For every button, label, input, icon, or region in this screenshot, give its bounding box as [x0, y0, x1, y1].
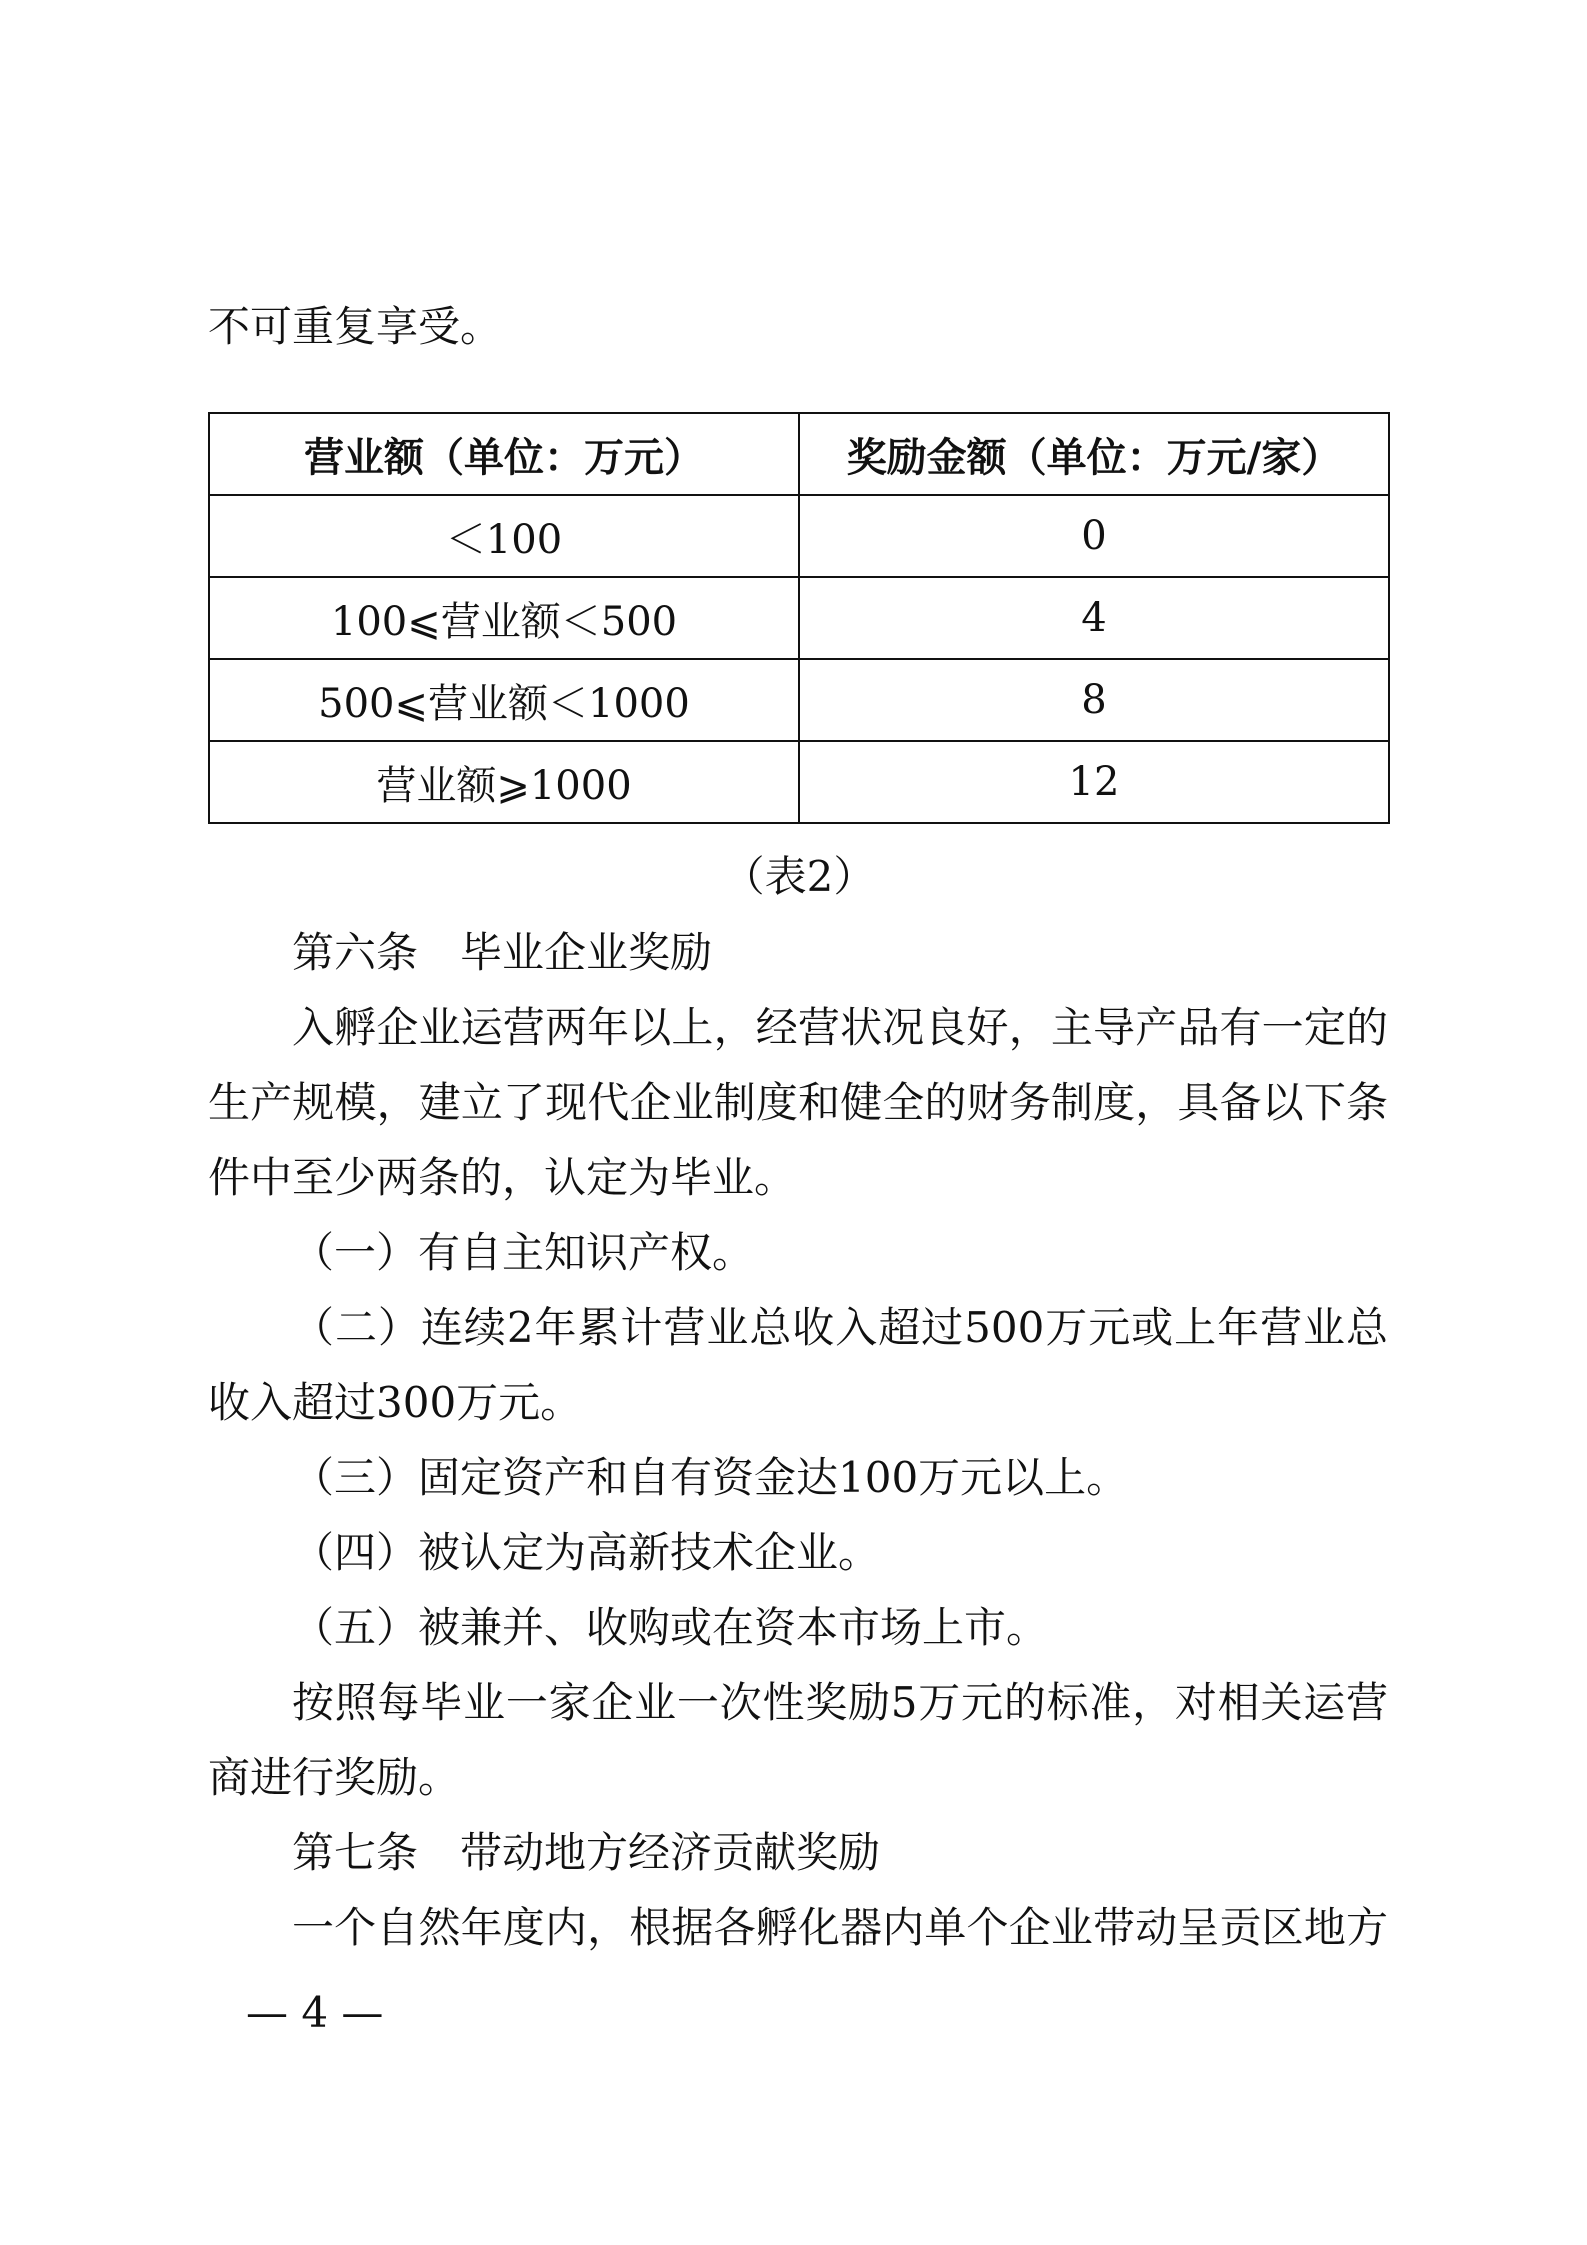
article7-para-line: 一个自然年度内，根据各孵化器内单个企业带动呈贡区地方	[292, 1903, 1388, 1952]
article6-reward-line: 按照每毕业一家企业一次性奖励5万元的标准，对相关运营	[292, 1678, 1388, 1727]
table-row	[209, 741, 1389, 823]
table-header-reward: 奖励金额（单位：万元/家）	[799, 413, 1389, 495]
table-cell-reward: 8	[799, 659, 1389, 741]
article6-heading: 第六条 毕业企业奖励	[292, 928, 713, 977]
table-cell-reward: 4	[799, 577, 1389, 659]
table-cell-revenue: 500⩽营业额＜1000	[209, 659, 799, 741]
article6-item-3: （三）固定资产和自有资金达100万元以上。	[292, 1453, 1129, 1502]
article7-heading: 第七条 带动地方经济贡献奖励	[292, 1828, 881, 1877]
table-row	[209, 495, 1389, 577]
table-cell-revenue: ＜100	[209, 495, 799, 577]
table-cell-revenue: 100⩽营业额＜500	[209, 577, 799, 659]
table-row	[209, 577, 1389, 659]
article6-para-line: 件中至少两条的，认定为毕业。	[208, 1153, 797, 1202]
article6-item-2-line: 收入超过300万元。	[208, 1378, 583, 1427]
table-header-revenue: 营业额（单位：万元）	[209, 413, 799, 495]
article6-item-4: （四）被认定为高新技术企业。	[292, 1528, 881, 1577]
table-cell-revenue: 营业额⩾1000	[209, 741, 799, 823]
page-number: — 4 —	[246, 1988, 384, 2037]
article6-item-5: （五）被兼并、收购或在资本市场上市。	[292, 1603, 1049, 1652]
table-caption: （表2）	[722, 852, 876, 901]
table-cell-reward: 12	[799, 741, 1389, 823]
reward-table	[208, 412, 1390, 824]
article6-item-1: （一）有自主知识产权。	[292, 1228, 755, 1277]
article6-para-line: 生产规模，建立了现代企业制度和健全的财务制度，具备以下条	[208, 1078, 1388, 1127]
article6-para-line: 入孵企业运营两年以上，经营状况良好，主导产品有一定的	[292, 1003, 1388, 1052]
article6-reward-line: 商进行奖励。	[208, 1753, 461, 1802]
intro-line: 不可重复享受。	[208, 302, 503, 351]
table-cell-reward: 0	[799, 495, 1389, 577]
article6-item-2-line: （二）连续2年累计营业总收入超过500万元或上年营业总	[292, 1303, 1388, 1352]
table-header-row	[209, 413, 1389, 495]
table-row	[209, 659, 1389, 741]
